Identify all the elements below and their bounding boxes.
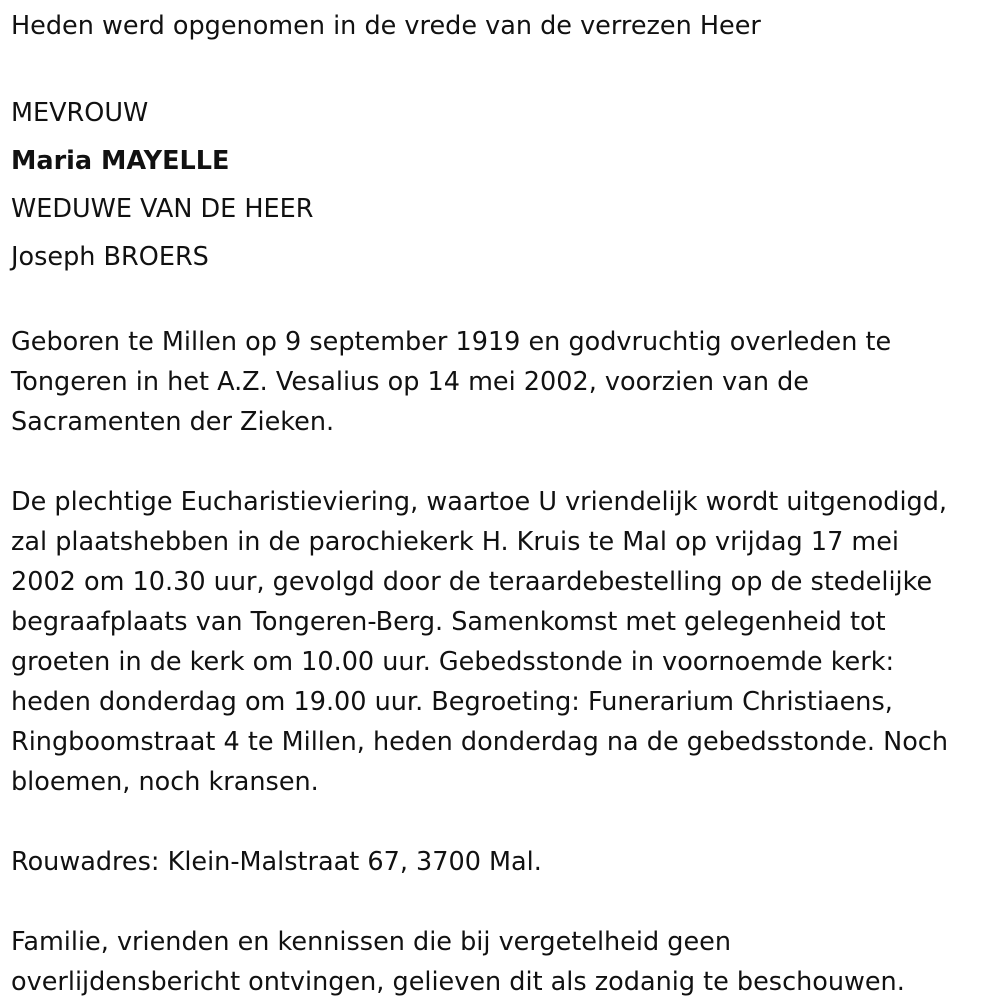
relation-line: WEDUWE VAN DE HEER (11, 194, 314, 224)
deceased-name: Maria MAYELLE (11, 146, 230, 176)
paragraph-line: bloemen, noch kransen. (11, 767, 319, 797)
title-line: MEVROUW (11, 98, 149, 128)
birth-death-paragraph (11, 322, 996, 442)
paragraph-line: Ringboomstraat 4 te Millen, heden donderdag na de gebedsstonde. Noch (11, 727, 948, 757)
intro-line: Heden werd opgenomen in de vrede van de verrezen Heer (11, 11, 761, 41)
deceased-block (11, 89, 996, 281)
closing-paragraph (11, 922, 996, 1002)
paragraph-line: Tongeren in het A.Z. Vesalius op 14 mei 2002, voorzien van de (11, 367, 809, 397)
paragraph-line: overlijdensbericht ontvingen, gelieven dit als zodanig te beschouwen. (11, 967, 905, 997)
ceremony-paragraph (11, 482, 996, 802)
paragraph-line: Geboren te Millen op 9 september 1919 en godvruchtig overleden te (11, 327, 892, 357)
death-notice (11, 0, 996, 1002)
paragraph-line: 2002 om 10.30 uur, gevolgd door de teraardebestelling op de stedelijke (11, 567, 933, 597)
paragraph-line: De plechtige Eucharistieviering, waartoe U vriendelijk wordt uitgenodigd, (11, 487, 948, 517)
paragraph-line: Familie, vrienden en kennissen die bij vergetelheid geen (11, 927, 731, 957)
paragraph-line: heden donderdag om 19.00 uur. Begroeting: Funerarium Christiaens, (11, 687, 893, 717)
paragraph-line: begraafplaats van Tongeren-Berg. Samenkomst met gelegenheid tot (11, 607, 886, 637)
spouse-name: Joseph BROERS (11, 242, 209, 272)
paragraph-line: groeten in de kerk om 10.00 uur. Gebedsstonde in voornoemde kerk: (11, 647, 895, 677)
address-paragraph (11, 842, 996, 882)
mourning-address: Rouwadres: Klein-Malstraat 67, 3700 Mal. (11, 847, 542, 877)
paragraph-line: Sacramenten der Zieken. (11, 407, 335, 437)
paragraph-line: zal plaatshebben in de parochiekerk H. Kruis te Mal op vrijdag 17 mei (11, 527, 900, 557)
